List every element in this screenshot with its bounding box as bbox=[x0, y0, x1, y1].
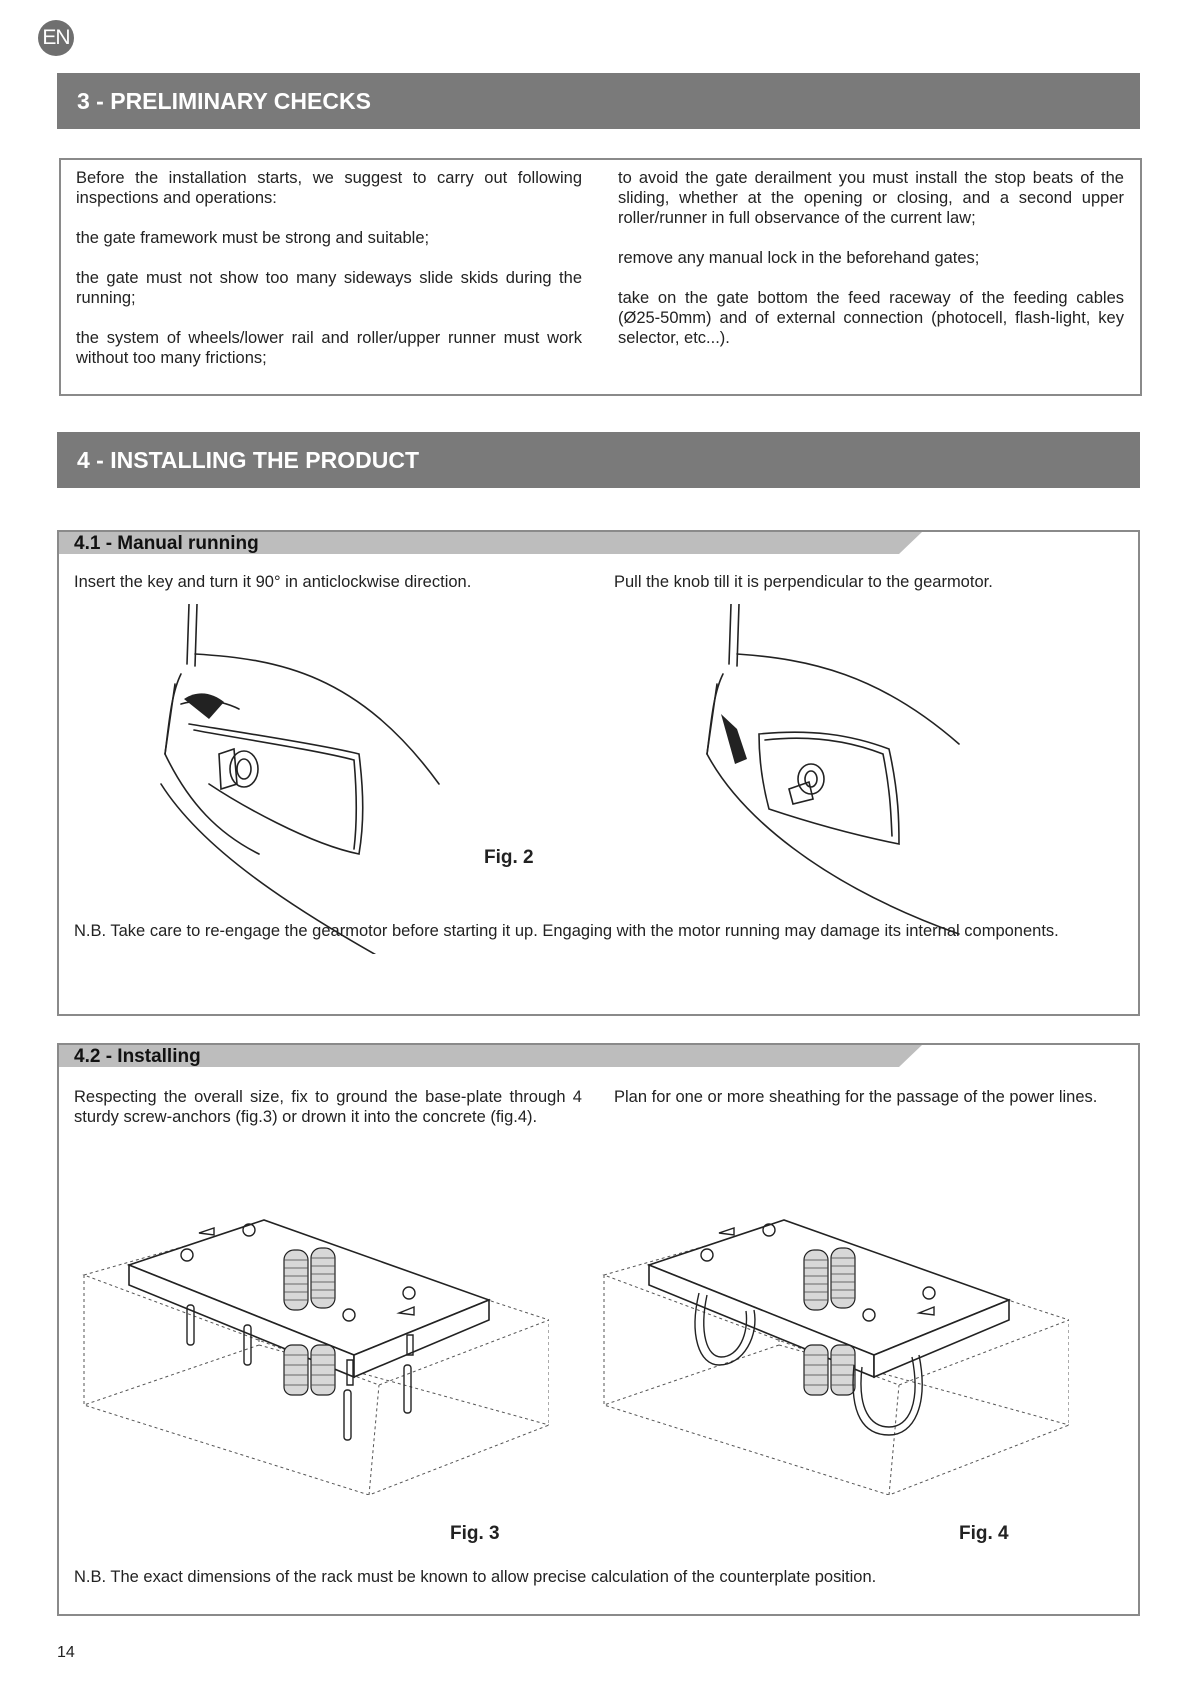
manual-running-header bbox=[59, 532, 924, 554]
language-badge: EN bbox=[38, 20, 74, 56]
preliminary-checks-box bbox=[59, 158, 1142, 396]
section-4-title: 4 - INSTALLING THE PRODUCT bbox=[57, 432, 1140, 488]
manual-note: N.B. Take care to re-engage the gearmotor before starting it up. Engaging with the motor running may damage its internal components. bbox=[74, 922, 1059, 940]
checks-intro: Before the installation starts, we suggest to carry out following inspections and operations: bbox=[76, 169, 582, 207]
key-turn-illustration bbox=[159, 604, 519, 954]
manual-right-instruction: Pull the knob till it is perpendicular to the gearmotor. bbox=[614, 573, 993, 591]
installing-left-instruction: Respecting the overall size, fix to ground the base-plate through 4 sturdy screw-anchors (fig.3) or drown it into the concrete (fig.4). bbox=[74, 1088, 582, 1126]
installing-header bbox=[59, 1045, 924, 1067]
section-3-title: 3 - PRELIMINARY CHECKS bbox=[57, 73, 1140, 129]
manual-running-box bbox=[57, 530, 1140, 1016]
check-item: the system of wheels/lower rail and roller/upper runner must work without too many frictions; bbox=[76, 329, 582, 367]
base-plate-concrete-illustration bbox=[599, 1205, 1069, 1495]
check-item: remove any manual lock in the beforehand gates; bbox=[618, 249, 980, 267]
installing-note: N.B. The exact dimensions of the rack must be known to allow precise calculation of the counterplate position. bbox=[74, 1568, 877, 1586]
fig-2-label: Fig. 2 bbox=[484, 847, 534, 868]
manual-running-title: 4.1 - Manual running bbox=[74, 533, 259, 554]
pull-knob-illustration bbox=[699, 604, 1039, 954]
manual-left-instruction: Insert the key and turn it 90° in anticlockwise direction. bbox=[74, 573, 472, 591]
installing-box bbox=[57, 1043, 1140, 1616]
checks-left-column bbox=[76, 168, 582, 388]
checks-right-column bbox=[618, 168, 1124, 368]
check-item: take on the gate bottom the feed raceway of the feeding cables (Ø25-50mm) and of external connection (photocell, flash-light, key selector, etc...). bbox=[618, 289, 1124, 347]
check-item: the gate must not show too many sideways slide skids during the running; bbox=[76, 269, 582, 307]
installing-title: 4.2 - Installing bbox=[74, 1046, 201, 1067]
installing-right-instruction: Plan for one or more sheathing for the passage of the power lines. bbox=[614, 1088, 1098, 1106]
fig-3-label: Fig. 3 bbox=[450, 1523, 500, 1544]
check-item: the gate framework must be strong and suitable; bbox=[76, 229, 430, 247]
check-item: to avoid the gate derailment you must install the stop beats of the sliding, whether at the opening or closing, and a second upper roller/runner in full observance of the current law; bbox=[618, 169, 1124, 227]
page-number: 14 bbox=[57, 1644, 75, 1661]
base-plate-screw-anchors-illustration bbox=[79, 1205, 549, 1495]
fig-4-label: Fig. 4 bbox=[959, 1523, 1009, 1544]
